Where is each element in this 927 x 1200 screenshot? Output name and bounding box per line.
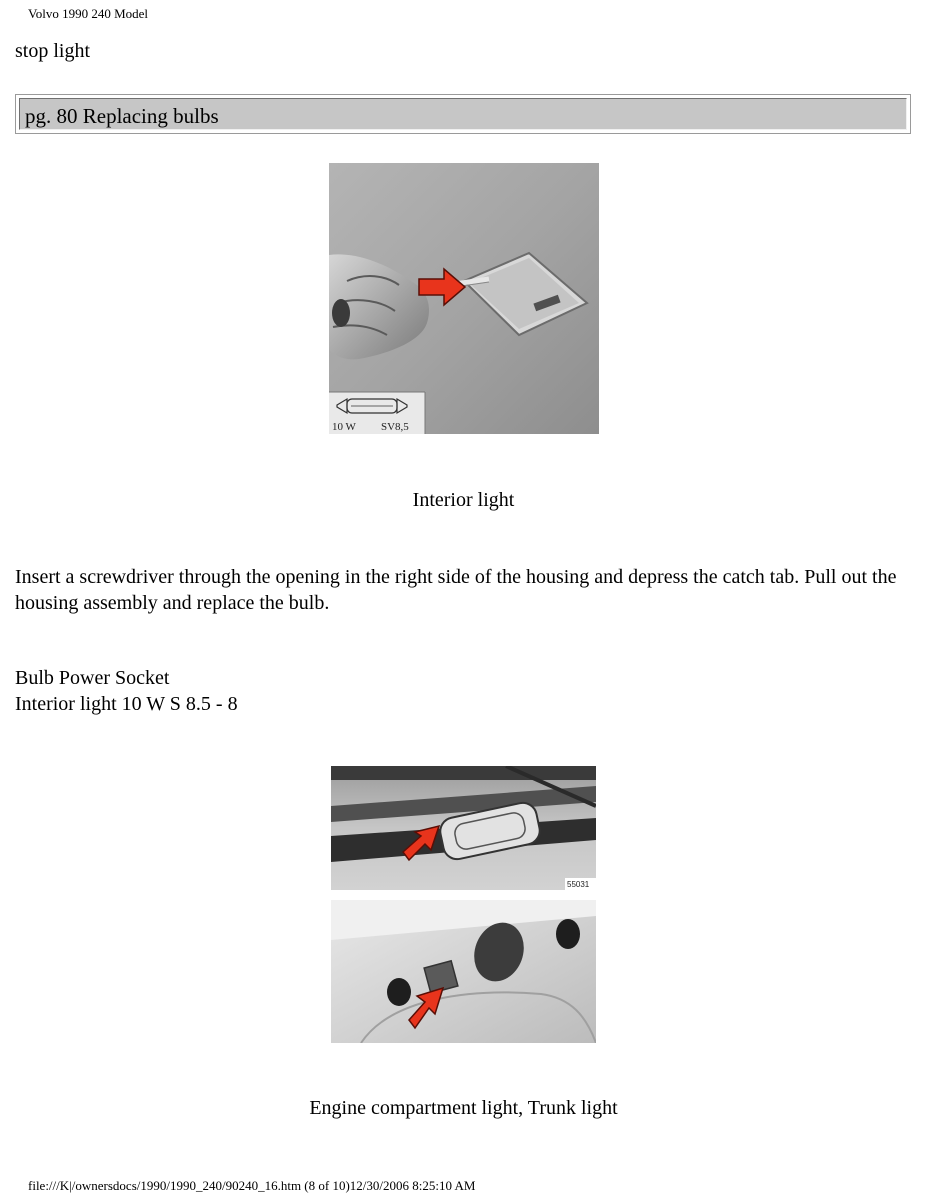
document-header-title: Volvo 1990 240 Model (28, 6, 149, 21)
instructions-paragraph: Insert a screwdriver through the opening in the right side of the housing and depress the catch tab. Pull out the housing assembly and replace the bulb. (15, 566, 897, 614)
engine-trunk-light-figure (331, 766, 596, 1043)
bulb-spec-header: Bulb Power Socket (15, 667, 170, 689)
interior-light-figure (329, 163, 599, 434)
previous-section-text: stop light (15, 40, 91, 62)
section-heading-box (15, 94, 911, 134)
engine-trunk-light-photo (331, 766, 596, 1043)
figure1-caption: Interior light (412, 489, 515, 511)
bulb-code-label: SV8,5 (381, 421, 409, 433)
document-footer-path: file:///K|/ownersdocs/1990/1990_240/90240_16.htm (8 of 10)12/30/2006 8:25:10 AM (28, 1178, 476, 1193)
interior-light-photo (329, 163, 599, 434)
section-heading-bar (19, 98, 907, 130)
figure2-caption: Engine compartment light, Trunk light (309, 1097, 618, 1119)
section-title: pg. 80 Replacing bulbs (25, 104, 219, 128)
bulb-watt-label: 10 W (332, 421, 356, 433)
figure-code-label: 55031 (567, 880, 590, 889)
bulb-spec-row: Interior light 10 W S 8.5 - 8 (15, 693, 238, 715)
